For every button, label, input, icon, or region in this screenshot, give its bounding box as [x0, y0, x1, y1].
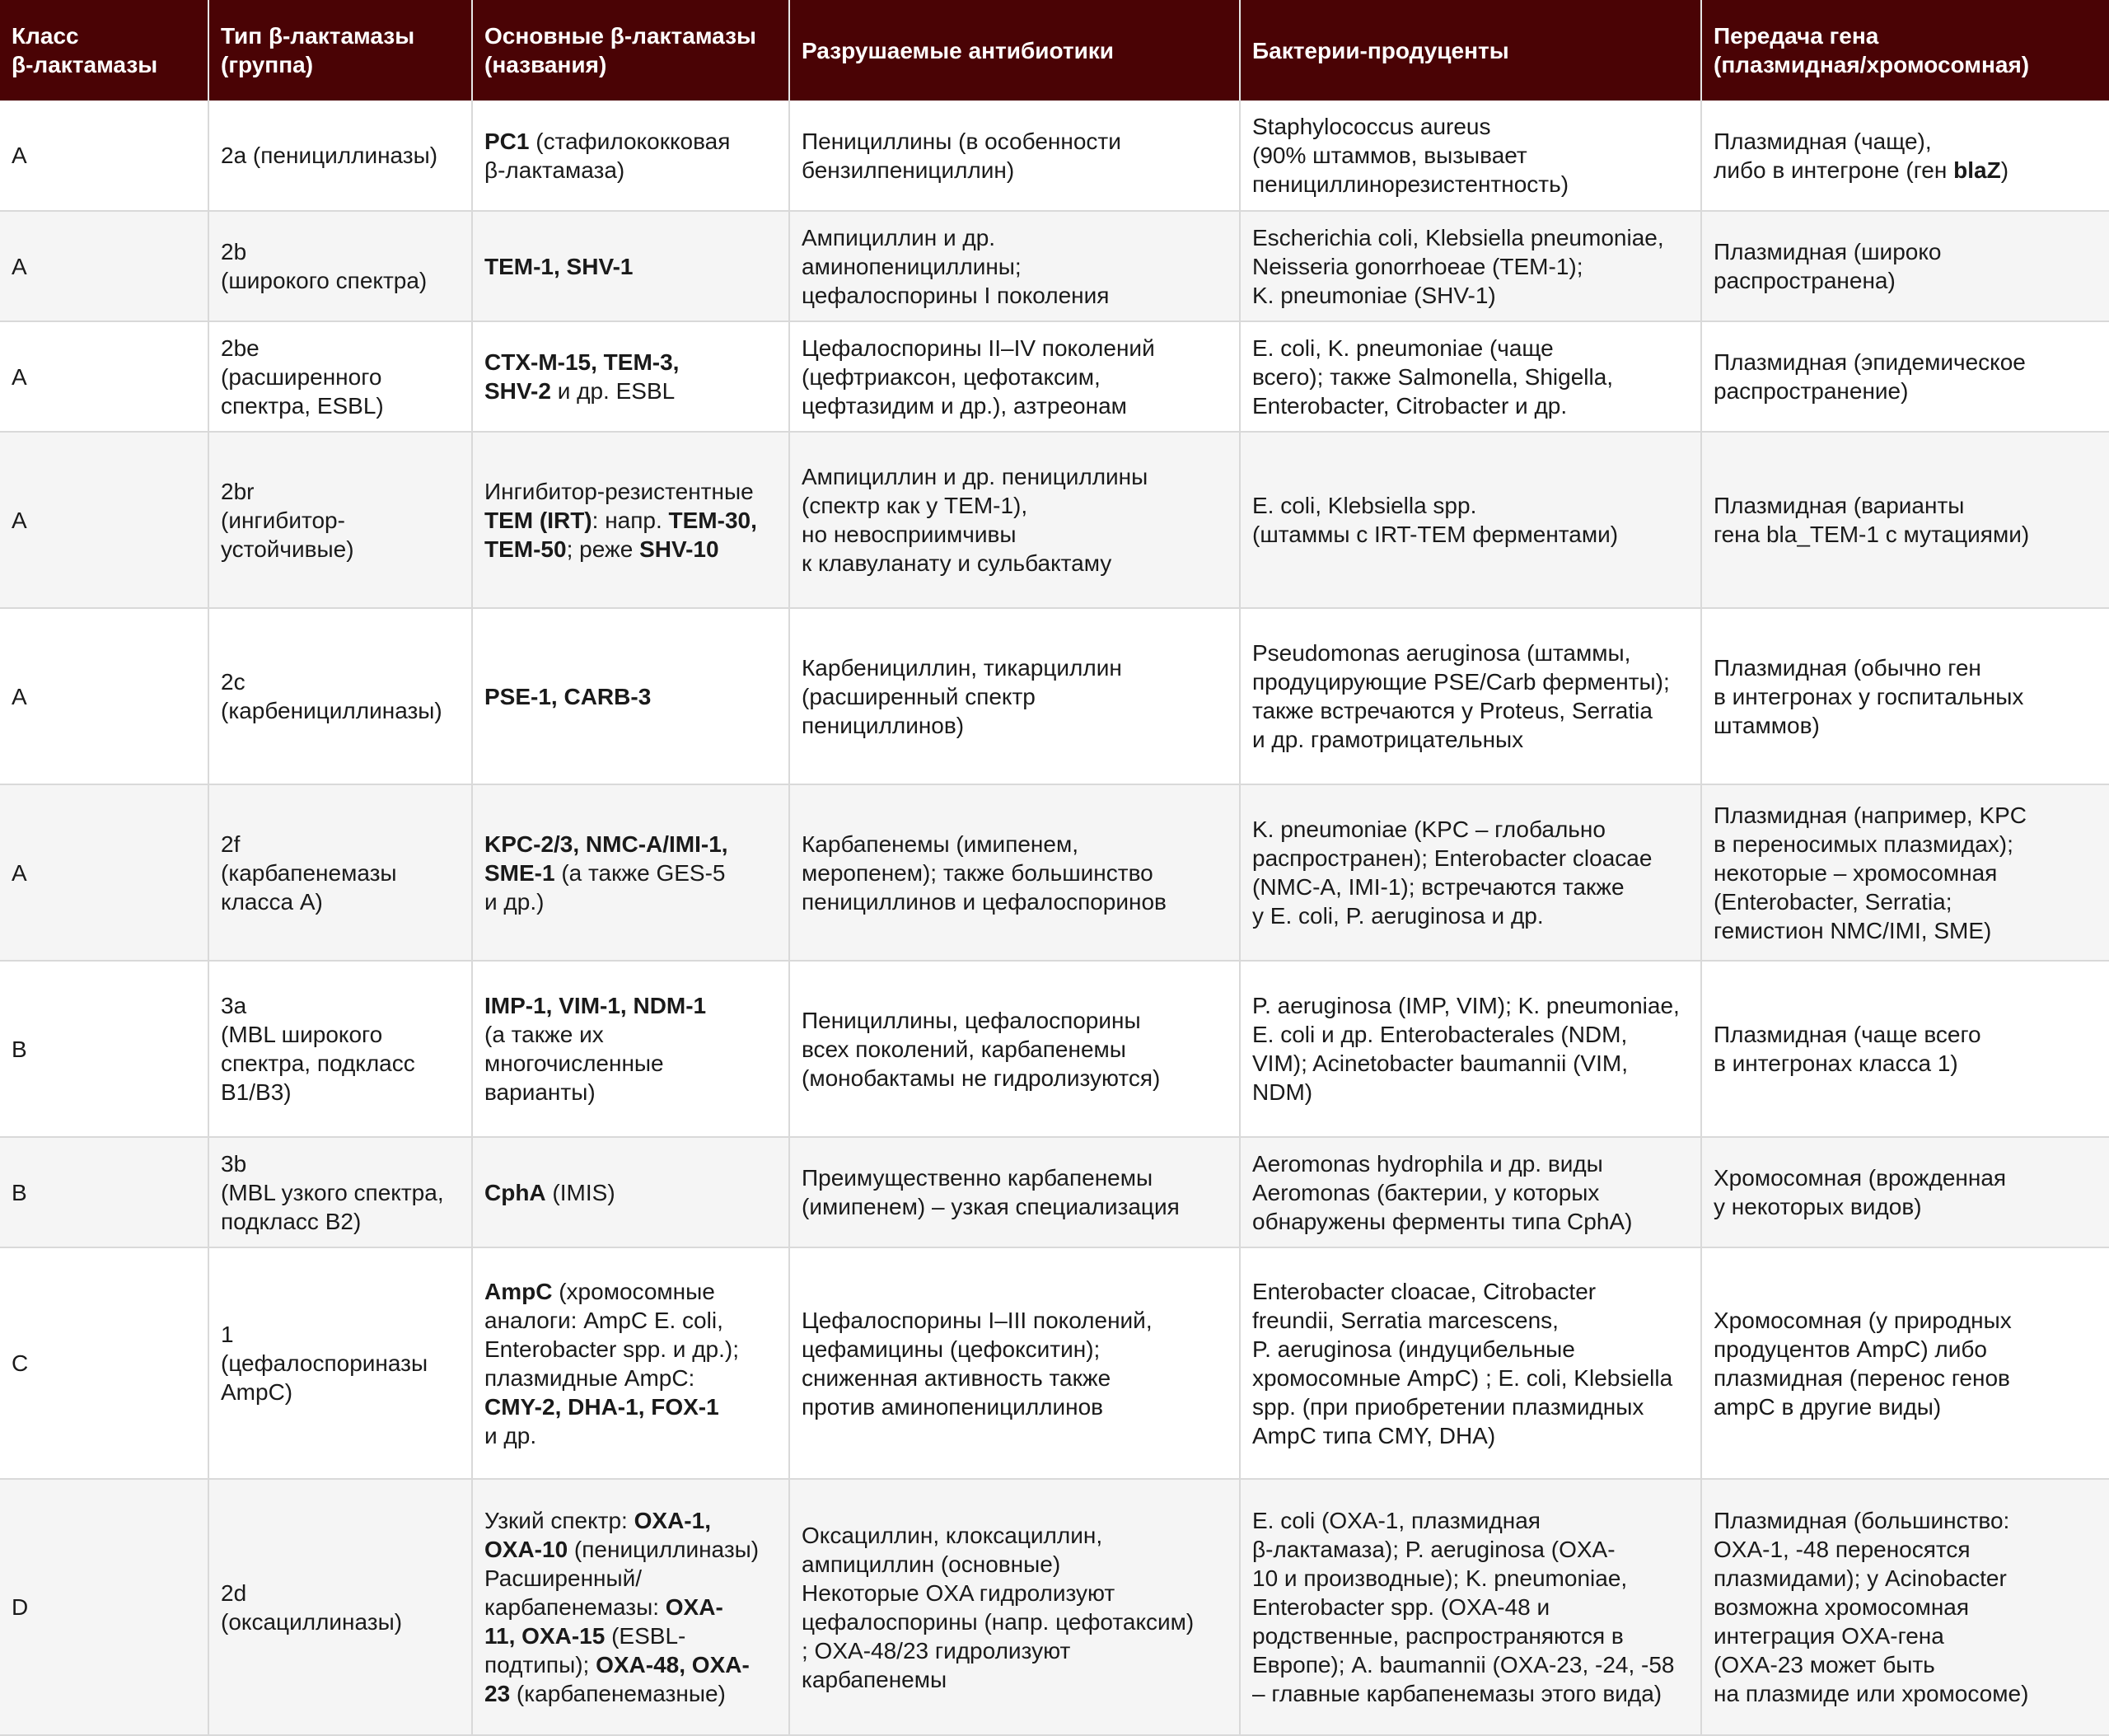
cell-line: Европе); A. baumannii (OXA-23, -24, -58: [1252, 1652, 1675, 1678]
cell-line: C: [12, 1350, 29, 1376]
cell-line: в интегронах у госпитальных: [1714, 683, 2024, 709]
cell-line: меропенем); также большинство: [802, 859, 1153, 886]
cell-line: Плазмидная (эпидемическое: [1714, 349, 2026, 375]
table-row: [0, 321, 2109, 432]
cell-line: 10 и производные); K. pneumoniae,: [1252, 1565, 1628, 1591]
cell-enzymes: [472, 101, 789, 211]
cell-line: (ингибитор-: [221, 507, 345, 533]
cell-line: freundii, Serratia marcescens,: [1252, 1307, 1559, 1333]
cell-transfer: [1701, 1137, 2109, 1247]
table-row: [0, 608, 2109, 784]
cell-line: A: [12, 363, 27, 390]
cell-line: OXA-1, -48 переносятся: [1714, 1537, 1971, 1562]
cell-line: VIM); Acinetobacter baumannii (VIM,: [1252, 1050, 1628, 1076]
cell-line: либо в интегроне (ген blaZ): [1714, 157, 2009, 183]
cell-line: 2br: [221, 478, 255, 504]
cell-line: (имипенем) – узкая специализация: [802, 1194, 1180, 1219]
cell-line: E. coli, K. pneumoniae (чаще: [1252, 335, 1554, 361]
cell-line: пенициллинов и цефалоспоринов: [802, 888, 1167, 915]
cell-transfer: [1701, 784, 2109, 961]
cell-line: и др.: [484, 1422, 537, 1448]
column-header-transfer: [1701, 0, 2109, 101]
cell-line: TEM-1, SHV-1: [484, 253, 634, 279]
cell-bacteria: [1240, 101, 1701, 211]
cell-antibiotics: [789, 1479, 1240, 1735]
cell-line: Aeromonas (бактерии, у которых: [1252, 1179, 1600, 1205]
column-header-line: (плазмидная/хромосомная): [1714, 52, 2030, 77]
cell-line: ампициллин (основные): [802, 1551, 1061, 1577]
cell-class: [0, 321, 208, 432]
cell-line: гена bla_TEM-1 с мутациями): [1714, 522, 2030, 547]
cell-class: [0, 1137, 208, 1247]
cell-line: AmpC типа CMY, DHA): [1252, 1422, 1496, 1448]
cell-line: варианты): [484, 1079, 596, 1105]
cell-transfer: [1701, 961, 2109, 1137]
cell-class: [0, 1479, 208, 1735]
cell-line: и др.): [484, 888, 545, 915]
cell-line: цефалоспорины (напр. цефотаксим): [802, 1608, 1195, 1635]
cell-class: [0, 432, 208, 608]
cell-line: A: [12, 859, 27, 886]
cell-enzymes: [472, 961, 789, 1137]
cell-line: β-лактамаза); P. aeruginosa (OXA-: [1252, 1537, 1616, 1562]
cell-enzymes: [472, 321, 789, 432]
cell-line: также встречаются у Proteus, Serratia: [1252, 698, 1653, 723]
cell-antibiotics: [789, 608, 1240, 784]
cell-line: AmpC): [221, 1379, 293, 1405]
cell-line: продуцентов AmpC) либо: [1714, 1336, 1988, 1362]
cell-line: E. coli и др. Enterobacterales (NDM,: [1252, 1022, 1628, 1047]
cell-bacteria: [1240, 608, 1701, 784]
cell-line: CTX-M-15, TEM-3,: [484, 349, 680, 375]
column-header-line: Разрушаемые антибиотики: [802, 37, 1115, 63]
cell-line: Enterobacter, Citrobacter и др.: [1252, 392, 1568, 419]
table-row: [0, 101, 2109, 211]
cell-line: D: [12, 1594, 29, 1620]
cell-line: A: [12, 253, 27, 279]
cell-group: [208, 101, 472, 211]
cell-line: Некоторые OXA гидролизуют: [802, 1579, 1115, 1606]
cell-line: (расширенный спектр: [802, 683, 1036, 709]
cell-line: спектра, ESBL): [221, 392, 384, 419]
cell-line: класса A): [221, 888, 323, 915]
cell-group: [208, 1137, 472, 1247]
cell-line: (OXA-23 может быть: [1714, 1652, 1935, 1678]
cell-enzymes: [472, 211, 789, 321]
cell-enzymes: [472, 1479, 789, 1735]
cell-line: в переносимых плазмидах);: [1714, 831, 2013, 857]
column-header-antibiotics: [789, 0, 1240, 101]
cell-bacteria: [1240, 784, 1701, 961]
cell-line: обнаружены ферменты типа CphA): [1252, 1208, 1633, 1234]
cell-transfer: [1701, 1247, 2109, 1479]
cell-bacteria: [1240, 961, 1701, 1137]
cell-line: распространен); Enterobacter cloacae: [1252, 845, 1653, 871]
header-row: [0, 0, 2109, 101]
cell-bacteria: [1240, 1247, 1701, 1479]
cell-line: (монобактамы не гидролизуются): [802, 1065, 1161, 1091]
cell-group: [208, 961, 472, 1137]
cell-line: Плазмидная (чаще всего: [1714, 1022, 1981, 1047]
cell-antibiotics: [789, 321, 1240, 432]
cell-line: A: [12, 683, 27, 709]
cell-line: Расширенный/: [484, 1565, 643, 1591]
cell-line: – главные карбапенемазы этого вида): [1252, 1681, 1662, 1706]
cell-line: хромосомные AmpC) ; E. coli, Klebsiella: [1252, 1364, 1673, 1391]
cell-class: [0, 961, 208, 1137]
cell-line: E. coli (OXA-1, плазмидная: [1252, 1508, 1541, 1533]
cell-line: подкласс B2): [221, 1208, 362, 1234]
cell-line: (оксациллиназы): [221, 1608, 403, 1635]
cell-line: продуцирующие PSE/Carb ферменты);: [1252, 669, 1670, 695]
cell-line: 2a (пенициллиназы): [221, 143, 438, 168]
cell-line: P. aeruginosa (IMP, VIM); K. pneumoniae,: [1252, 993, 1680, 1018]
cell-bacteria: [1240, 321, 1701, 432]
cell-line: Пенициллины, цефалоспорины: [802, 1007, 1141, 1033]
cell-group: [208, 784, 472, 961]
cell-line: Escherichia coli, Klebsiella pneumoniae,: [1252, 224, 1664, 250]
cell-group: [208, 211, 472, 321]
cell-line: гемистион NMC/IMI, SME): [1714, 917, 1992, 943]
cell-line: (Enterobacter, Serratia;: [1714, 888, 1952, 915]
cell-line: spp. (при приобретении плазмидных: [1252, 1393, 1644, 1420]
cell-group: [208, 1247, 472, 1479]
column-header-line: Тип β-лактамазы: [221, 23, 415, 49]
cell-line: родственные, распространяются в: [1252, 1623, 1624, 1649]
cell-group: [208, 608, 472, 784]
column-header-group: [208, 0, 472, 101]
cell-line: цефтазидим и др.), азтреонам: [802, 392, 1127, 419]
column-header-line: Основные β-лактамазы: [484, 23, 756, 49]
cell-line: (широкого спектра): [221, 268, 428, 293]
cell-line: 2d: [221, 1579, 247, 1606]
cell-line: (расширенного: [221, 363, 382, 390]
cell-bacteria: [1240, 211, 1701, 321]
cell-line: (MBL узкого спектра,: [221, 1179, 444, 1205]
cell-line: Ингибитор-резистентные: [484, 478, 754, 504]
cell-transfer: [1701, 211, 2109, 321]
cell-line: интеграция OXA-гена: [1714, 1623, 1944, 1649]
cell-line: в интегронах класса 1): [1714, 1050, 1958, 1076]
cell-line: CphA (IMIS): [484, 1179, 615, 1205]
cell-line: Enterobacter spp. (OXA-48 и: [1252, 1594, 1550, 1620]
cell-line: Enterobacter cloacae, Citrobacter: [1252, 1278, 1597, 1304]
cell-transfer: [1701, 101, 2109, 211]
cell-line: цефамицины (цефокситин);: [802, 1336, 1101, 1362]
cell-line: K. pneumoniae (KPC – глобально: [1252, 817, 1606, 842]
cell-line: Ампициллин и др.: [802, 224, 996, 250]
cell-line: у некоторых видов): [1714, 1194, 1922, 1219]
cell-line: карбапенемы: [802, 1666, 947, 1692]
cell-line: некоторые – хромосомная: [1714, 859, 1998, 886]
cell-class: [0, 211, 208, 321]
cell-line: 23 (карбапенемазные): [484, 1681, 726, 1706]
cell-line: плазмидная (перенос генов: [1714, 1364, 2010, 1391]
cell-line: всего); также Salmonella, Shigella,: [1252, 363, 1614, 390]
cell-line: IMP-1, VIM-1, NDM-1: [484, 993, 707, 1018]
cell-line: 11, OXA-15 (ESBL-: [484, 1623, 686, 1649]
cell-line: Ампициллин и др. пенициллины: [802, 464, 1148, 489]
cell-line: подтипы); OXA-48, OXA-: [484, 1652, 750, 1678]
cell-line: 1: [221, 1322, 234, 1347]
cell-group: [208, 321, 472, 432]
cell-bacteria: [1240, 1137, 1701, 1247]
cell-line: против аминопенициллинов: [802, 1393, 1104, 1420]
cell-line: возможна хромосомная: [1714, 1594, 1970, 1620]
cell-line: (цефалоспориназы: [221, 1350, 428, 1376]
column-header-line: (названия): [484, 52, 607, 77]
cell-enzymes: [472, 608, 789, 784]
cell-line: (карбенициллиназы): [221, 698, 442, 723]
cell-line: Плазмидная (широко: [1714, 239, 1942, 264]
cell-line: многочисленные: [484, 1050, 664, 1076]
cell-transfer: [1701, 1479, 2109, 1735]
cell-line: (цефтриаксон, цефотаксим,: [802, 363, 1101, 390]
cell-line: цефалоспорины I поколения: [802, 282, 1110, 308]
cell-line: PC1 (стафилококковая: [484, 128, 731, 154]
cell-antibiotics: [789, 961, 1240, 1137]
cell-class: [0, 101, 208, 211]
cell-line: пенициллинорезистентность): [1252, 171, 1569, 197]
cell-line: сниженная активность также: [802, 1364, 1111, 1391]
cell-antibiotics: [789, 784, 1240, 961]
cell-line: B: [12, 1179, 27, 1205]
cell-line: ; OXA-48/23 гидролизуют: [802, 1637, 1071, 1663]
cell-line: плазмидные AmpC:: [484, 1364, 695, 1391]
cell-line: карбапенемазы: OXA-: [484, 1594, 723, 1620]
cell-class: [0, 784, 208, 961]
cell-line: OXA-10 (пенициллиназы): [484, 1537, 760, 1562]
cell-group: [208, 1479, 472, 1735]
cell-line: E. coli, Klebsiella spp.: [1252, 493, 1477, 518]
cell-line: Карбапенемы (имипенем,: [802, 831, 1078, 857]
cell-line: β-лактамаза): [484, 157, 625, 183]
cell-line: аминопенициллины;: [802, 253, 1022, 279]
cell-line: 3a: [221, 993, 247, 1018]
cell-line: Пенициллины (в особенности: [802, 128, 1121, 154]
cell-line: спектра, подкласс: [221, 1050, 415, 1076]
table-body: [0, 101, 2109, 1735]
cell-line: Хромосомная (врожденная: [1714, 1165, 2007, 1191]
cell-line: AmpC (хромосомные: [484, 1278, 715, 1304]
table-row: [0, 784, 2109, 961]
cell-line: на плазмиде или хромосоме): [1714, 1681, 2029, 1706]
column-header-enzymes: [472, 0, 789, 101]
cell-line: KPC-2/3, NMC-A/IMI-1,: [484, 831, 728, 857]
cell-line: TEM-50; реже SHV-10: [484, 536, 719, 562]
cell-line: Плазмидная (большинство:: [1714, 1508, 2010, 1533]
cell-line: Цефалоспорины I–III поколений,: [802, 1307, 1153, 1333]
table-row: [0, 1137, 2109, 1247]
cell-line: (MBL широкого: [221, 1022, 383, 1047]
cell-class: [0, 608, 208, 784]
cell-antibiotics: [789, 1247, 1240, 1479]
column-header-line: Класс: [12, 23, 79, 49]
table-row: [0, 211, 2109, 321]
cell-line: (штаммы с IRT-TEM ферментами): [1252, 522, 1619, 547]
cell-enzymes: [472, 1247, 789, 1479]
cell-line: 2b: [221, 239, 247, 264]
cell-line: A: [12, 143, 27, 168]
cell-line: плазмидами); у Acinobacter: [1714, 1565, 2007, 1591]
cell-line: всех поколений, карбапенемы: [802, 1036, 1126, 1062]
cell-line: PSE-1, CARB-3: [484, 683, 652, 709]
cell-line: (спектр как у TEM-1),: [802, 493, 1028, 518]
cell-line: TEM (IRT): напр. TEM-30,: [484, 507, 757, 533]
cell-bacteria: [1240, 1479, 1701, 1735]
cell-line: и др. грамотрицательных: [1252, 727, 1524, 752]
cell-line: 3b: [221, 1150, 247, 1177]
cell-line: к клавуланату и сульбактаму: [802, 550, 1112, 576]
table-row: [0, 432, 2109, 608]
column-header-line: β-лактамазы: [12, 52, 158, 77]
cell-line: Цефалоспорины II–IV поколений: [802, 335, 1155, 361]
cell-enzymes: [472, 432, 789, 608]
cell-transfer: [1701, 432, 2109, 608]
cell-antibiotics: [789, 432, 1240, 608]
cell-line: (карбапенемазы: [221, 859, 397, 886]
cell-line: Плазмидная (варианты: [1714, 493, 1965, 518]
cell-antibiotics: [789, 211, 1240, 321]
table-row: [0, 1479, 2109, 1735]
cell-transfer: [1701, 608, 2109, 784]
cell-line: 2be: [221, 335, 260, 361]
cell-antibiotics: [789, 101, 1240, 211]
cell-enzymes: [472, 784, 789, 961]
cell-line: A: [12, 507, 27, 533]
cell-line: пенициллинов): [802, 712, 965, 738]
cell-line: P. aeruginosa (индуцибельные: [1252, 1336, 1575, 1362]
cell-line: B: [12, 1036, 27, 1062]
cell-line: у E. coli, P. aeruginosa и др.: [1252, 903, 1544, 929]
cell-class: [0, 1247, 208, 1479]
cell-line: Staphylococcus aureus: [1252, 114, 1491, 139]
cell-line: (а также их: [484, 1022, 604, 1047]
cell-line: Хромосомная (у природных: [1714, 1307, 2012, 1333]
cell-line: ampC в другие виды): [1714, 1393, 1942, 1420]
column-header-line: (группа): [221, 52, 314, 77]
column-header-bacteria: [1240, 0, 1701, 101]
cell-line: (90% штаммов, вызывает: [1252, 143, 1527, 168]
table-row: [0, 961, 2109, 1137]
cell-line: распространена): [1714, 268, 1896, 293]
cell-line: B1/B3): [221, 1079, 292, 1105]
cell-line: Карбенициллин, тикарциллин: [802, 654, 1122, 681]
cell-line: Neisseria gonorrhoeae (TEM-1);: [1252, 253, 1583, 279]
cell-enzymes: [472, 1137, 789, 1247]
cell-line: аналоги: AmpC E. coli,: [484, 1307, 723, 1333]
cell-line: CMY-2, DHA-1, FOX-1: [484, 1393, 719, 1420]
column-header-line: Бактерии-продуценты: [1252, 37, 1509, 63]
cell-line: бензилпенициллин): [802, 157, 1015, 183]
cell-line: Enterobacter spp. и др.);: [484, 1336, 740, 1362]
cell-line: устойчивые): [221, 536, 354, 562]
cell-line: Aeromonas hydrophila и др. виды: [1252, 1150, 1603, 1177]
cell-transfer: [1701, 321, 2109, 432]
cell-line: Плазмидная (чаще),: [1714, 128, 1932, 154]
cell-antibiotics: [789, 1137, 1240, 1247]
cell-line: Pseudomonas aeruginosa (штаммы,: [1252, 640, 1631, 666]
cell-line: Оксациллин, клоксациллин,: [802, 1522, 1103, 1548]
column-header-line: Передача гена: [1714, 23, 1879, 49]
cell-line: Преимущественно карбапенемы: [802, 1165, 1153, 1191]
cell-line: но невосприимчивы: [802, 522, 1017, 547]
cell-line: SME-1 (а также GES-5: [484, 859, 726, 886]
cell-line: K. pneumoniae (SHV-1): [1252, 282, 1496, 308]
table-row: [0, 1247, 2109, 1479]
cell-line: 2c: [221, 669, 246, 695]
table-header: [0, 0, 2109, 101]
cell-line: SHV-2 и др. ESBL: [484, 378, 676, 404]
cell-line: штаммов): [1714, 712, 1820, 738]
cell-line: Узкий спектр: OXA-1,: [484, 1508, 711, 1533]
cell-line: распространение): [1714, 378, 1909, 404]
cell-line: (NMC-A, IMI-1); встречаются также: [1252, 874, 1625, 900]
cell-line: NDM): [1252, 1079, 1313, 1105]
cell-line: Плазмидная (например, KPC: [1714, 802, 2027, 828]
cell-group: [208, 432, 472, 608]
column-header-class: [0, 0, 208, 101]
cell-line: Плазмидная (обычно ген: [1714, 654, 1981, 681]
cell-bacteria: [1240, 432, 1701, 608]
cell-line: 2f: [221, 831, 241, 857]
